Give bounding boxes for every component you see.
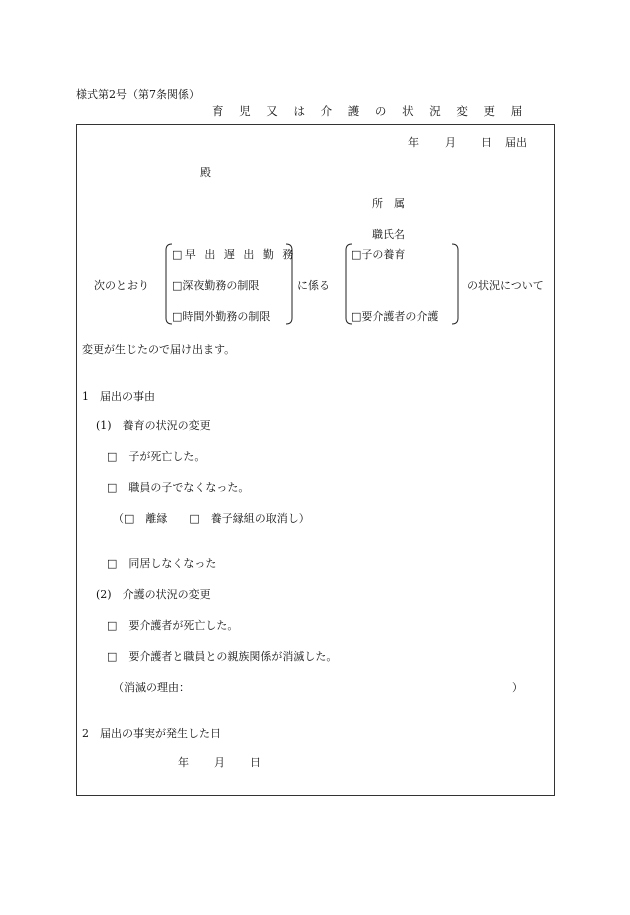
option-caregiving: □要介護者の介護 [351,310,439,323]
purpose-prefix: 次のとおり [94,279,149,292]
date-year-label: 年 [408,136,419,149]
sub1-item-no-cohabitation: □ 同居しなくなった [107,557,217,570]
sub2-heading: (2) 介護の状況の変更 [96,588,211,601]
section2-day-label: 日 [250,756,261,769]
sub2-reason-open: （消滅の理由： [113,681,190,694]
date-day-label: 日 [481,136,492,149]
addressee-honorific: 殿 [200,166,211,179]
submitted-label: 届出 [505,136,527,149]
option-child-rearing: □子の養育 [351,248,406,261]
affiliation-label: 所 属 [372,197,405,210]
option-night-work-limit: □深夜勤務の制限 [172,279,260,292]
section2-month-label: 月 [214,756,225,769]
sub2-item-care-recipient-died: □ 要介護者が死亡した。 [107,619,239,632]
sub2-reason-close: ） [512,681,523,694]
option-overtime-limit: □時間外勤務の制限 [172,310,271,323]
purpose-closing: 変更が生じたので届け出ます。 [82,343,236,356]
sub2-item-relation-ended: □ 要介護者と職員との親族関係が消滅した。 [107,650,338,663]
section2-year-label: 年 [178,756,189,769]
option-early-late-shift: □早 出 遅 出 勤 務 [172,248,296,261]
sub1-item-child-died: □ 子が死亡した。 [107,450,206,463]
sub1-item-no-longer-child: □ 職員の子でなくなった。 [107,481,250,494]
form-number: 様式第2号（第7条関係） [76,88,200,101]
form-title: 育 児 又 は 介 護 の 状 況 変 更 届 [212,104,529,118]
purpose-suffix: の状況について [467,279,544,292]
section1-heading: 1 届出の事由 [82,390,155,403]
date-month-label: 月 [445,136,456,149]
sub1-item-detail: （□ 離縁 □ 養子縁組の取消し） [113,512,310,525]
name-label: 職氏名 [372,228,405,241]
purpose-connector: に係る [297,279,330,292]
section2-heading: 2 届出の事実が発生した日 [82,727,221,740]
sub1-heading: (1) 養育の状況の変更 [96,419,211,432]
